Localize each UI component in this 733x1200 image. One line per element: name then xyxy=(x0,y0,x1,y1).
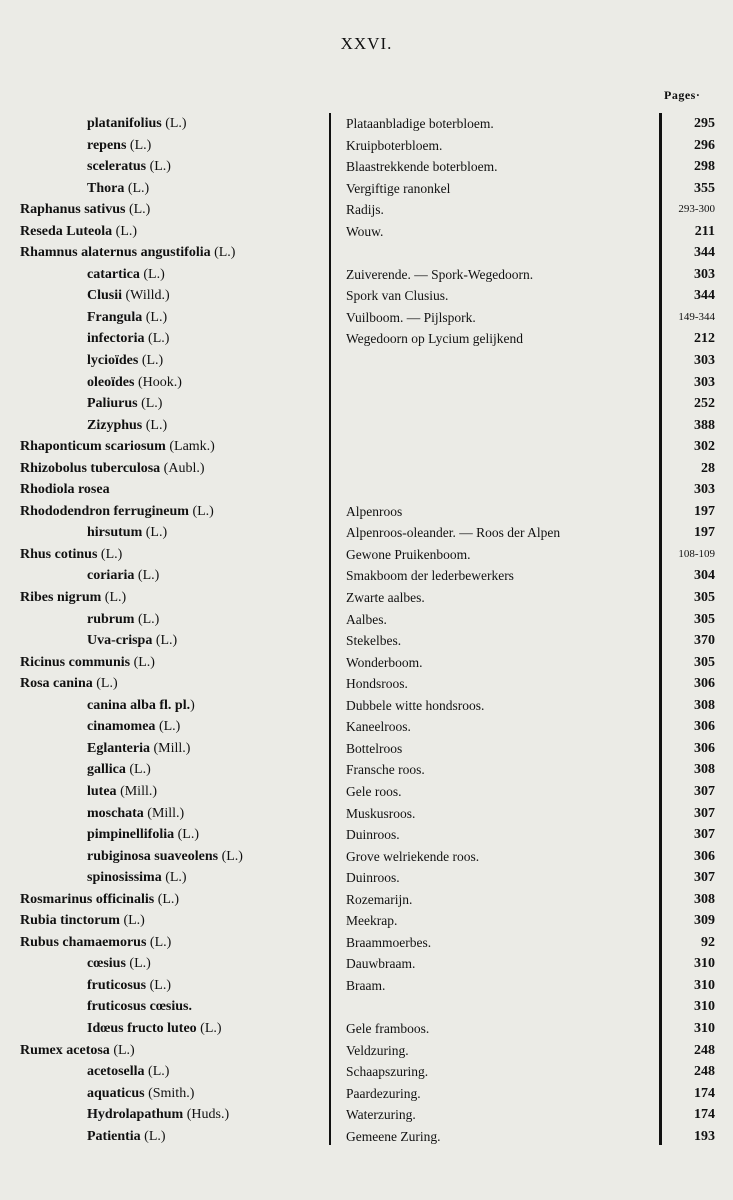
index-row xyxy=(0,242,733,264)
page-reference: 197 xyxy=(694,525,715,541)
page-reference: 308 xyxy=(694,762,715,778)
author-abbrev: (L.) xyxy=(174,827,200,843)
page-reference: 310 xyxy=(694,977,715,993)
page-reference: 388 xyxy=(694,417,715,433)
dutch-name: Braammoerbes. xyxy=(346,934,432,950)
index-row xyxy=(0,565,733,587)
index-row xyxy=(0,781,733,803)
page-reference: 293-300 xyxy=(678,203,715,216)
author-abbrev: (L.) xyxy=(109,1042,135,1058)
pages-column-header: Pages· xyxy=(664,88,701,102)
page-reference: 310 xyxy=(694,1020,715,1036)
latin-name-text: Rhododendron ferrugineum xyxy=(20,503,189,519)
page-reference: 310 xyxy=(694,956,715,972)
latin-name-text: cinamomea xyxy=(87,719,156,735)
latin-name xyxy=(20,199,150,221)
latin-name-text: Clusii xyxy=(87,288,123,304)
author-abbrev: (L.) xyxy=(161,870,187,886)
latin-name xyxy=(87,1018,222,1040)
latin-name xyxy=(87,803,184,825)
page-reference: 248 xyxy=(694,1042,715,1058)
latin-name xyxy=(20,436,215,458)
index-row xyxy=(0,264,733,286)
author-abbrev: (L.) xyxy=(210,245,236,261)
page-reference: 174 xyxy=(694,1107,715,1123)
latin-name xyxy=(87,415,167,437)
latin-name xyxy=(87,393,162,415)
index-row xyxy=(0,932,733,954)
latin-name-text: Reseda Luteola xyxy=(20,223,113,239)
dutch-name: Gemeene Zuring. xyxy=(346,1128,441,1144)
latin-name-text: Raphanus sativus xyxy=(20,202,126,218)
index-row xyxy=(0,221,733,243)
latin-name-text: hirsutum xyxy=(87,525,143,541)
page-reference: 306 xyxy=(694,719,715,735)
latin-name-text: moschata xyxy=(87,805,144,821)
index-row xyxy=(0,1083,733,1105)
latin-name-text: acetosella xyxy=(87,1064,145,1080)
latin-name-text: coriaria xyxy=(87,568,135,584)
index-row xyxy=(0,630,733,652)
index-row xyxy=(0,522,733,544)
index-row xyxy=(0,328,733,350)
author-abbrev: (L.) xyxy=(142,525,168,541)
latin-name-text: Rubus chamaemorus xyxy=(20,934,147,950)
latin-name xyxy=(87,846,243,868)
latin-name-text: Rhamnus alaternus angustifolia xyxy=(20,245,211,261)
dutch-name: Kaneelroos. xyxy=(346,719,411,735)
page-reference: 310 xyxy=(694,999,715,1015)
author-abbrev: (Lamk.) xyxy=(165,439,215,455)
index-row xyxy=(0,652,733,674)
dutch-name: Zuiverende. — Spork-Wegedoorn. xyxy=(346,266,534,282)
latin-name xyxy=(87,609,159,631)
author-abbrev: (L.) xyxy=(139,266,165,282)
index-row xyxy=(0,673,733,695)
index-row xyxy=(0,587,733,609)
latin-name xyxy=(87,522,167,544)
latin-name-text: platanifolius xyxy=(87,116,162,131)
page-reference: 298 xyxy=(694,159,715,175)
page-number: XXVI. xyxy=(340,34,393,53)
index-row xyxy=(0,350,733,372)
page-reference: 306 xyxy=(694,848,715,864)
latin-name-text: aquaticus xyxy=(87,1085,145,1101)
latin-name xyxy=(87,781,157,803)
latin-name-text: Rubia tinctorum xyxy=(20,913,120,929)
author-abbrev: (L.) xyxy=(152,633,178,649)
author-abbrev: (L.) xyxy=(146,977,172,993)
dutch-name: Gewone Pruikenboom. xyxy=(346,546,471,562)
page-reference: 306 xyxy=(694,676,715,692)
page-reference: 344 xyxy=(694,245,715,261)
latin-name xyxy=(87,1083,194,1105)
latin-name xyxy=(87,824,199,846)
latin-name xyxy=(87,1104,229,1126)
page-reference: 303 xyxy=(694,266,715,282)
page-reference: 305 xyxy=(694,590,715,606)
latin-name xyxy=(20,458,205,480)
latin-name xyxy=(87,1126,166,1148)
latin-name xyxy=(20,587,126,609)
index-row xyxy=(0,695,733,717)
latin-name-text: oleoïdes xyxy=(87,374,135,390)
index-row xyxy=(0,996,733,1018)
author-abbrev: (Mill.) xyxy=(116,783,158,799)
dutch-name: Braam. xyxy=(346,977,386,993)
index-row xyxy=(0,803,733,825)
index-table xyxy=(0,113,733,1147)
index-row xyxy=(0,436,733,458)
index-row xyxy=(0,156,733,178)
latin-name-text: lutea xyxy=(87,783,117,799)
latin-name xyxy=(20,501,214,523)
latin-name-text: Eglanteria xyxy=(87,740,150,756)
author-abbrev: (L.) xyxy=(126,137,152,153)
author-abbrev: (Hook.) xyxy=(134,374,182,390)
index-row xyxy=(0,501,733,523)
author-abbrev: (L.) xyxy=(137,396,163,412)
dutch-name: Alpenroos xyxy=(346,503,403,519)
latin-name-text: Ribes nigrum xyxy=(20,590,102,606)
author-abbrev: (L.) xyxy=(146,159,171,175)
page-reference: 92 xyxy=(701,934,715,950)
latin-name xyxy=(87,996,192,1018)
page-reference: 193 xyxy=(694,1128,715,1144)
page-reference: 252 xyxy=(694,396,715,412)
latin-name-text: Frangula xyxy=(87,309,143,325)
latin-name xyxy=(20,673,118,695)
page-reference: 308 xyxy=(694,891,715,907)
author-abbrev: ) xyxy=(190,697,195,713)
dutch-name: Muskusroos. xyxy=(346,805,416,821)
index-row xyxy=(0,113,733,135)
index-row xyxy=(0,178,733,200)
author-abbrev: (L.) xyxy=(125,956,151,972)
latin-name xyxy=(20,544,122,566)
page-reference: 174 xyxy=(694,1085,715,1101)
page-reference: 307 xyxy=(694,870,715,886)
latin-name-text: gallica xyxy=(87,762,126,778)
index-row xyxy=(0,609,733,631)
latin-name xyxy=(87,350,163,372)
latin-name-text: fruticosus xyxy=(87,977,147,993)
dutch-name: Plataanbladige boterbloem. xyxy=(346,116,494,131)
author-abbrev: (Mill.) xyxy=(143,805,185,821)
latin-name xyxy=(87,953,151,975)
latin-name xyxy=(87,372,182,394)
dutch-name: Stekelbes. xyxy=(346,633,402,649)
index-row xyxy=(0,479,733,501)
latin-name-text: Ricinus communis xyxy=(20,654,131,670)
index-row xyxy=(0,1126,733,1148)
author-abbrev: (L.) xyxy=(161,116,187,131)
author-abbrev: (L.) xyxy=(125,762,151,778)
latin-name xyxy=(87,975,171,997)
index-row xyxy=(0,1040,733,1062)
author-abbrev: (L.) xyxy=(154,891,180,907)
page-reference: 303 xyxy=(694,353,715,369)
author-abbrev: (L.) xyxy=(144,1064,170,1080)
latin-name-text: Hydrolapathum xyxy=(87,1107,184,1123)
dutch-name: Duinroos. xyxy=(346,827,400,843)
dutch-name: Vergiftige ranonkel xyxy=(346,180,451,196)
index-row xyxy=(0,738,733,760)
latin-name-text: Rhodiola rosea xyxy=(20,482,110,498)
dutch-name: Veldzuring. xyxy=(346,1042,409,1058)
latin-name-text: Idœus fructo luteo xyxy=(87,1020,197,1036)
author-abbrev: (L.) xyxy=(196,1020,222,1036)
page-reference: 197 xyxy=(694,503,715,519)
dutch-name: Wonderboom. xyxy=(346,654,423,670)
latin-name xyxy=(87,285,170,307)
page-reference: 309 xyxy=(694,913,715,929)
page-reference: 211 xyxy=(694,223,715,239)
latin-name xyxy=(20,910,145,932)
author-abbrev: (L.) xyxy=(138,353,164,369)
author-abbrev: (L.) xyxy=(130,654,155,670)
author-abbrev: (L.) xyxy=(188,503,214,519)
latin-name xyxy=(20,889,179,911)
dutch-name: Alpenroos-oleander. — Roos der Alpen xyxy=(346,525,561,541)
latin-name-text: Uva-crispa xyxy=(87,633,153,649)
dutch-name: Fransche roos. xyxy=(346,762,425,778)
author-abbrev: (L.) xyxy=(112,223,138,239)
latin-name xyxy=(20,932,171,954)
latin-name-text: Paliurus xyxy=(87,396,138,412)
index-row xyxy=(0,1061,733,1083)
index-row xyxy=(0,759,733,781)
latin-name-text: Rumex acetosa xyxy=(20,1042,110,1058)
page-reference: 308 xyxy=(694,697,715,713)
latin-name-text: Thora xyxy=(87,180,125,196)
latin-name-text: Zizyphus xyxy=(87,417,143,433)
latin-name xyxy=(20,479,110,501)
page-reference: 303 xyxy=(694,482,715,498)
dutch-name: Schaapszuring. xyxy=(346,1064,429,1080)
page-reference: 108-109 xyxy=(678,547,715,560)
author-abbrev: (L.) xyxy=(97,546,123,562)
dutch-name: Duinroos. xyxy=(346,870,400,886)
dutch-name: Hondsroos. xyxy=(346,676,408,692)
dutch-name: Grove welriekende roos. xyxy=(346,848,480,864)
index-row xyxy=(0,135,733,157)
latin-name xyxy=(87,738,190,760)
latin-name xyxy=(87,695,195,717)
page-reference: 305 xyxy=(694,654,715,670)
page-reference: 149-344 xyxy=(678,310,715,323)
author-abbrev: (L.) xyxy=(119,913,145,929)
latin-name-text: repens xyxy=(87,137,127,153)
latin-name xyxy=(20,242,235,264)
dutch-name: Aalbes. xyxy=(346,611,387,627)
author-abbrev: (L.) xyxy=(134,568,160,584)
index-row xyxy=(0,199,733,221)
dutch-name: Rozemarijn. xyxy=(346,891,413,907)
page-reference: 307 xyxy=(694,783,715,799)
author-abbrev: (L.) xyxy=(125,202,151,218)
index-row xyxy=(0,458,733,480)
latin-name xyxy=(87,307,167,329)
index-row xyxy=(0,544,733,566)
index-row xyxy=(0,415,733,437)
dutch-name: Dubbele witte hondsroos. xyxy=(346,697,485,713)
index-row xyxy=(0,889,733,911)
author-abbrev: (L.) xyxy=(146,934,172,950)
dutch-name: Zwarte aalbes. xyxy=(346,590,425,606)
latin-name xyxy=(87,328,169,350)
latin-name xyxy=(87,565,159,587)
author-abbrev: (L.) xyxy=(155,719,181,735)
latin-name xyxy=(87,178,149,200)
latin-name-text: Rhaponticum scariosum xyxy=(20,439,166,455)
latin-name-text: sceleratus xyxy=(87,159,147,175)
dutch-name: Kruipboterbloem. xyxy=(346,137,443,153)
latin-name xyxy=(87,716,180,738)
dutch-name: Dauwbraam. xyxy=(346,956,416,972)
author-abbrev: (L.) xyxy=(124,180,150,196)
page-reference: 248 xyxy=(694,1064,715,1080)
latin-name-text: Rhus cotinus xyxy=(20,546,98,562)
latin-name-text: cœsius xyxy=(87,956,126,972)
page-reference: 302 xyxy=(694,439,715,455)
dutch-name: Gele roos. xyxy=(346,783,402,799)
latin-name xyxy=(87,264,165,286)
dutch-name: Gele framboos. xyxy=(346,1020,430,1036)
index-row xyxy=(0,716,733,738)
dutch-name: Meekrap. xyxy=(346,913,398,929)
latin-name-text: infectoria xyxy=(87,331,145,347)
index-row xyxy=(0,867,733,889)
author-abbrev: (Mill.) xyxy=(150,740,191,756)
latin-name xyxy=(87,113,187,135)
dutch-name: Smakboom der lederbewerkers xyxy=(346,568,514,584)
page-reference: 370 xyxy=(694,633,715,649)
page-reference: 307 xyxy=(694,827,715,843)
latin-name-text: Rosmarinus officinalis xyxy=(20,891,155,907)
page-reference: 305 xyxy=(694,611,715,627)
author-abbrev: (L.) xyxy=(218,848,243,864)
index-row xyxy=(0,910,733,932)
index-row xyxy=(0,824,733,846)
index-row xyxy=(0,846,733,868)
author-abbrev: (Willd.) xyxy=(122,288,170,304)
page-reference: 296 xyxy=(694,137,715,153)
latin-name xyxy=(87,156,171,178)
index-row xyxy=(0,372,733,394)
latin-name xyxy=(87,135,151,157)
page-reference: 306 xyxy=(694,740,715,756)
latin-name-text: catartica xyxy=(87,266,140,282)
index-row xyxy=(0,953,733,975)
dutch-name: Waterzuring. xyxy=(346,1107,416,1123)
page-reference: 28 xyxy=(701,460,715,476)
latin-name xyxy=(87,867,187,889)
index-row xyxy=(0,975,733,997)
dutch-name: Blaastrekkende boterbloem. xyxy=(346,159,498,175)
latin-name xyxy=(87,1061,169,1083)
latin-name xyxy=(20,652,155,674)
dutch-name: Bottelroos xyxy=(346,740,403,756)
latin-name-text: rubiginosa suaveolens xyxy=(87,848,219,864)
author-abbrev: (L.) xyxy=(144,331,170,347)
latin-name-text: Rosa canina xyxy=(20,676,93,692)
index-row xyxy=(0,393,733,415)
author-abbrev: (L.) xyxy=(140,1128,166,1144)
page-reference: 212 xyxy=(694,331,715,347)
dutch-name: Paardezuring. xyxy=(346,1085,421,1101)
latin-name-text: lycioïdes xyxy=(87,353,139,369)
dutch-name: Vuilboom. — Pijlspork. xyxy=(346,309,476,325)
dutch-name: Radijs. xyxy=(346,202,384,218)
latin-name-text: spinosissima xyxy=(87,870,162,886)
page-reference: 355 xyxy=(694,180,715,196)
latin-name-text: canina alba fl. pl. xyxy=(87,697,191,713)
latin-name xyxy=(20,1040,135,1062)
latin-name-text: fruticosus cœsius. xyxy=(87,999,193,1015)
dutch-name: Wouw. xyxy=(346,223,384,239)
latin-name xyxy=(20,221,137,243)
page-reference: 304 xyxy=(694,568,715,584)
index-row xyxy=(0,285,733,307)
page-reference: 295 xyxy=(694,116,715,131)
dutch-name: Spork van Clusius. xyxy=(346,288,449,304)
page-reference: 344 xyxy=(694,288,715,304)
latin-name-text: Patientia xyxy=(87,1128,141,1144)
latin-name-text: rubrum xyxy=(87,611,135,627)
latin-name xyxy=(87,630,177,652)
author-abbrev: (Smith.) xyxy=(144,1085,195,1101)
latin-name-text: Rhizobolus tuberculosa xyxy=(20,460,161,476)
author-abbrev: (L.) xyxy=(142,417,168,433)
author-abbrev: (L.) xyxy=(142,309,168,325)
author-abbrev: (Huds.) xyxy=(183,1107,230,1123)
index-row xyxy=(0,1104,733,1126)
author-abbrev: (L.) xyxy=(134,611,160,627)
index-row xyxy=(0,1018,733,1040)
author-abbrev: (Aubl.) xyxy=(160,460,205,476)
index-row xyxy=(0,307,733,329)
page-reference: 303 xyxy=(694,374,715,390)
dutch-name: Wegedoorn op Lycium gelijkend xyxy=(346,331,523,347)
latin-name-text: pimpinellifolia xyxy=(87,827,175,843)
page-reference: 307 xyxy=(694,805,715,821)
author-abbrev: (L.) xyxy=(92,676,118,692)
author-abbrev: (L.) xyxy=(101,590,127,606)
latin-name xyxy=(87,759,151,781)
